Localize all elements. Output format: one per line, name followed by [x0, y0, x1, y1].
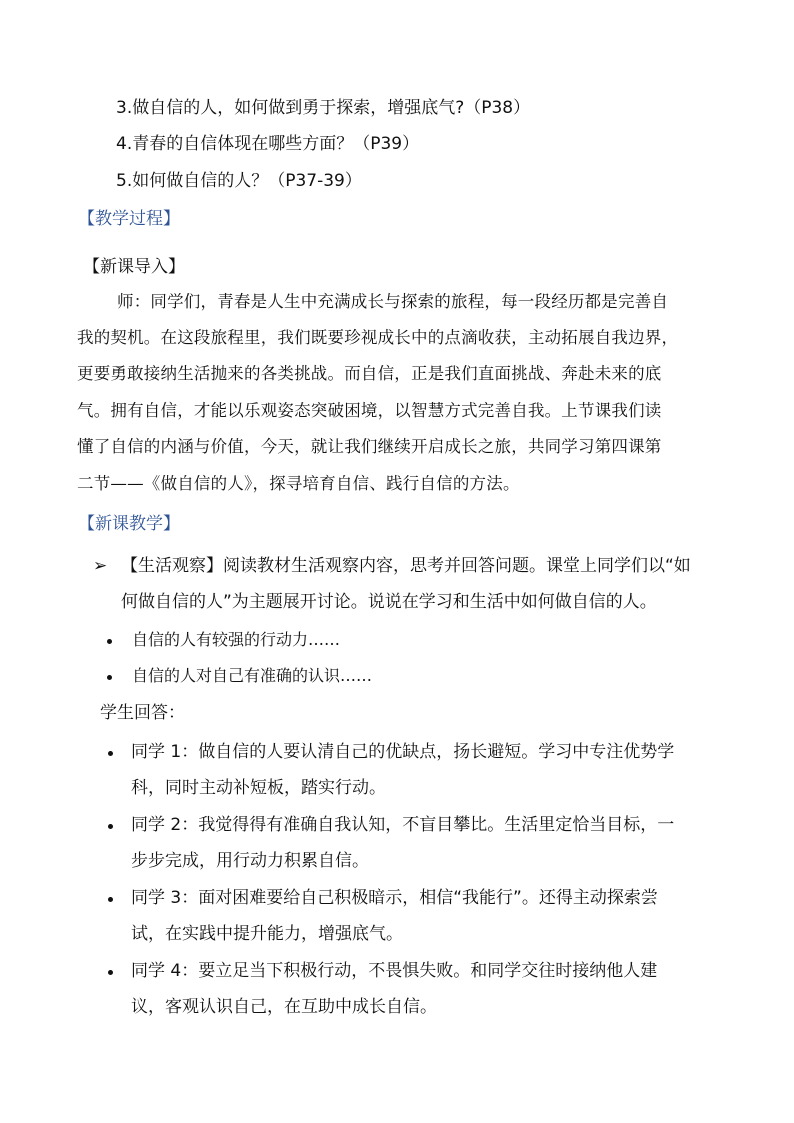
observation-point-1: 自信的人有较强的行动力……	[132, 630, 341, 649]
observation-point-2: 自信的人对自己有准确的认识……	[132, 666, 373, 685]
bullet-dot-icon	[108, 897, 113, 902]
bullet-dot-icon	[108, 970, 113, 975]
section-heading-process: 【教学过程】	[78, 209, 180, 229]
answer-4-line-1: 同学 4：要立足当下积极行动，不畏惧失败。和同学交往时接纳他人建	[131, 961, 658, 981]
answer-1-line-1: 同学 1：做自信的人要认清自己的优缺点，扬长避短。学习中专注优势学	[131, 742, 675, 762]
question-5: 5.如何做自信的人？（P37-39）	[116, 171, 362, 191]
question-4: 4.青春的自信体现在哪些方面？（P39）	[116, 134, 420, 154]
bullet-dot-icon	[108, 751, 113, 756]
observation-line-1: 【生活观察】阅读教材生活观察内容，思考并回答问题。课堂上同学们以“如	[121, 556, 691, 576]
intro-line-2: 我的契机。在这段旅程里，我们既要珍视成长中的点滴收获，主动拓展自我边界，	[77, 328, 679, 347]
intro-line-3: 更要勇敢接纳生活抛来的各类挑战。而自信，正是我们直面挑战、奔赴未来的底	[77, 364, 662, 383]
observation-line-2: 何做自信的人”为主题展开讨论。说说在学习和生活中如何做自信的人。	[121, 592, 657, 612]
section-heading-intro: 【新课导入】	[83, 257, 185, 277]
answer-2-line-1: 同学 2：我觉得得有准确自我认知，不盲目攀比。生活里定恰当目标，一	[131, 815, 675, 835]
answer-3-line-1: 同学 3：面对困难要给自己积极暗示，相信“我能行”。还得主动探索尝	[131, 888, 658, 908]
question-3: 3.做自信的人，如何做到勇于探索，增强底气?（P38）	[116, 98, 531, 118]
bullet-dot-icon	[107, 675, 112, 680]
arrow-bullet-icon: ➢	[93, 556, 108, 576]
answer-4-line-2: 议，客观认识自己，在互助中成长自信。	[131, 997, 437, 1017]
answer-1-line-2: 科，同时主动补短板，踏实行动。	[131, 778, 386, 798]
answers-label: 学生回答：	[100, 703, 185, 723]
intro-line-6: 二节——《做自信的人》，探寻培育自信、践行自信的方法。	[77, 474, 520, 493]
bullet-dot-icon	[107, 639, 112, 644]
intro-line-4: 气。拥有自信，才能以乐观姿态突破困境，以智慧方式完善自我。上节课我们读	[77, 401, 662, 420]
bullet-dot-icon	[108, 824, 113, 829]
answer-3-line-2: 试，在实践中提升能力，增强底气。	[131, 924, 403, 944]
intro-line-5: 懂了自信的内涵与价值，今天，就让我们继续开启成长之旅，共同学习第四课第	[77, 437, 662, 456]
answer-2-line-2: 步步完成，用行动力积累自信。	[131, 851, 369, 871]
section-heading-teaching: 【新课教学】	[78, 514, 180, 534]
intro-line-1: 师：同学们，青春是人生中充满成长与探索的旅程，每一段经历都是完善自	[117, 292, 669, 311]
